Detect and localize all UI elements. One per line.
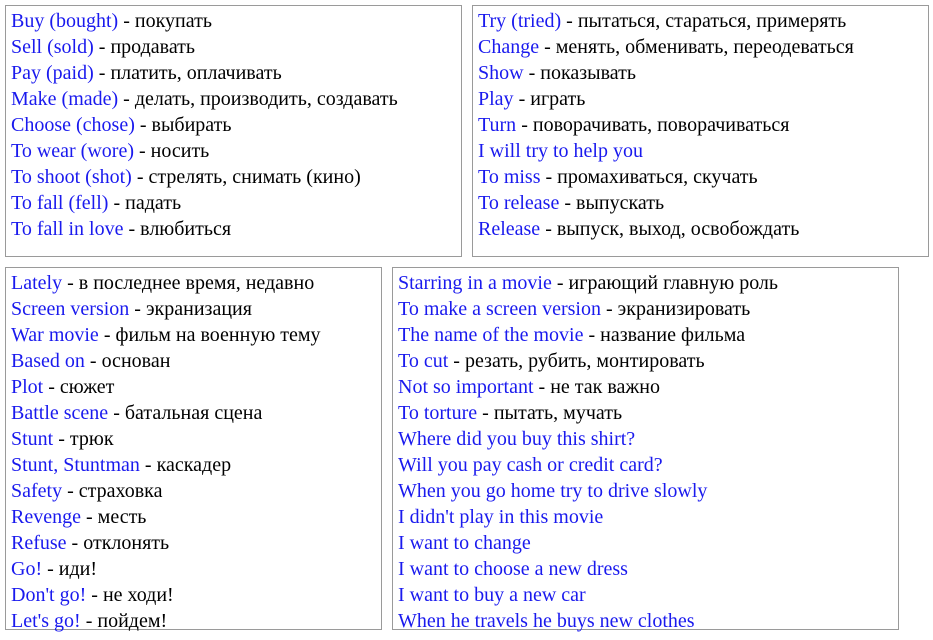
vocab-translation: пойдем! (97, 610, 168, 632)
vocab-translation: название фильма (600, 324, 746, 346)
vocab-term: Screen version (11, 298, 130, 320)
vocab-term: To torture (398, 402, 478, 424)
vocab-separator: - (123, 218, 141, 240)
vocab-entry (398, 504, 603, 530)
vocab-entry (398, 322, 745, 348)
vocab-term: To miss (478, 166, 541, 188)
vocab-term: Starring in a movie (398, 272, 552, 294)
vocab-term: To fall (fell) (11, 192, 109, 214)
vocab-translation: трюк (69, 428, 114, 450)
vocab-translation: сюжет (59, 376, 115, 398)
vocab-entry (11, 270, 314, 296)
vocab-translation: батальная сцена (124, 402, 263, 424)
vocab-translation: падать (125, 192, 182, 214)
vocab-translation: не так важно (550, 376, 660, 398)
vocab-entry (11, 608, 167, 634)
vocab-separator: - (513, 88, 531, 110)
vocab-term: Refuse (11, 532, 67, 554)
vocab-separator: - (133, 140, 151, 162)
vocab-translation: платить, оплачивать (110, 62, 282, 84)
vocab-term: When you go home try to drive slowly (398, 480, 708, 502)
vocab-term: The name of the movie (398, 324, 584, 346)
vocab-entry (11, 452, 231, 478)
vocab-term: Battle scene (11, 402, 109, 424)
vocab-term: War movie (11, 324, 99, 346)
vocab-translation: экранизировать (617, 298, 751, 320)
vocab-term: When he travels he buys new clothes (398, 610, 695, 632)
vocab-translation: выпускать (576, 192, 665, 214)
vocab-translation: страховка (78, 480, 163, 502)
vocab-entry (398, 400, 622, 426)
vocab-entry (398, 556, 628, 582)
vocab-translation: продавать (110, 36, 196, 58)
vocab-separator: - (93, 62, 111, 84)
vocab-translation: месть (97, 506, 147, 528)
vocab-separator: - (540, 218, 557, 240)
vocab-translation: выбирать (151, 114, 232, 136)
vocab-separator: - (540, 166, 558, 188)
vocab-entry (478, 190, 664, 216)
vocab-box-verbs-1 (5, 5, 462, 257)
vocab-term: To make a screen version (398, 298, 601, 320)
vocab-term: Lately (11, 272, 63, 294)
vocab-translation: иди! (58, 558, 98, 580)
vocab-box-verbs-2 (472, 5, 929, 257)
vocab-term: To fall in love (11, 218, 124, 240)
vocab-entry (478, 112, 789, 138)
vocab-term: Safety (11, 480, 63, 502)
vocab-separator: - (53, 428, 70, 450)
vocab-entry (11, 400, 262, 426)
vocab-entry (478, 8, 846, 34)
vocab-translation: стрелять, снимать (кино) (148, 166, 361, 188)
vocab-separator: - (583, 324, 601, 346)
vocab-entry (478, 138, 643, 164)
vocab-entry (11, 8, 212, 34)
vocab-separator: - (551, 272, 569, 294)
vocab-separator: - (84, 350, 102, 372)
vocab-entry (11, 190, 181, 216)
vocab-term: Turn (478, 114, 517, 136)
vocab-separator: - (66, 532, 84, 554)
vocab-term: I want to choose a new dress (398, 558, 628, 580)
vocab-separator: - (448, 350, 465, 372)
vocab-box-movies (5, 267, 382, 630)
vocab-translation: покупать (134, 10, 212, 32)
vocab-term: Don't go! (11, 584, 87, 606)
vocab-term: Go! (11, 558, 43, 580)
vocab-term: I want to buy a new car (398, 584, 586, 606)
vocab-entry (478, 216, 799, 242)
vocab-translation: играющий главную роль (568, 272, 779, 294)
vocab-separator: - (62, 480, 79, 502)
vocab-entry (398, 478, 707, 504)
vocab-term: Make (made) (11, 88, 119, 110)
vocab-entry (11, 322, 321, 348)
vocab-term: Choose (chose) (11, 114, 135, 136)
vocab-term: I will try to help you (478, 140, 643, 162)
vocab-translation: пытать, мучать (493, 402, 623, 424)
vocab-separator: - (108, 402, 125, 424)
vocab-entry (398, 608, 695, 634)
vocab-entry (11, 34, 195, 60)
vocab-entry (11, 60, 282, 86)
vocab-translation: фильм на военную тему (115, 324, 321, 346)
vocab-separator: - (559, 192, 576, 214)
vocab-separator: - (62, 272, 79, 294)
vocab-term: I want to change (398, 532, 531, 554)
vocab-separator: - (134, 114, 152, 136)
vocab-box-phrases (392, 267, 899, 630)
vocab-entry (398, 374, 660, 400)
vocab-term: Change (478, 36, 540, 58)
vocab-entry (398, 270, 778, 296)
vocab-translation: основан (101, 350, 171, 372)
vocab-separator: - (561, 10, 578, 32)
vocab-term: To cut (398, 350, 449, 372)
vocab-term: Where did you buy this shirt? (398, 428, 636, 450)
vocab-term: Show (478, 62, 524, 84)
vocab-translation: промахиваться, скучать (557, 166, 758, 188)
vocab-entry (398, 426, 635, 452)
vocab-separator: - (80, 610, 98, 632)
vocab-entry (398, 348, 705, 374)
vocab-entry (398, 582, 586, 608)
vocab-separator: - (516, 114, 533, 136)
vocab-entry (11, 582, 174, 608)
vocab-term: Sell (sold) (11, 36, 94, 58)
vocab-term: Plot (11, 376, 44, 398)
vocab-translation: влюбиться (140, 218, 232, 240)
vocab-entry (478, 60, 636, 86)
vocab-translation: пытаться, стараться, примерять (577, 10, 847, 32)
vocab-translation: носить (150, 140, 210, 162)
vocab-entry (11, 556, 97, 582)
vocab-separator: - (118, 88, 135, 110)
vocab-term: To shoot (shot) (11, 166, 132, 188)
vocab-term: Based on (11, 350, 85, 372)
vocab-translation: в последнее время, недавно (78, 272, 315, 294)
vocab-separator: - (98, 324, 116, 346)
vocab-term: Play (478, 88, 514, 110)
vocab-separator: - (80, 506, 98, 528)
vocab-term: Pay (paid) (11, 62, 94, 84)
vocab-term: Revenge (11, 506, 81, 528)
vocab-translation: каскадер (156, 454, 232, 476)
vocab-separator: - (533, 376, 551, 398)
vocab-term: To wear (wore) (11, 140, 134, 162)
vocab-entry (11, 138, 209, 164)
vocab-separator: - (139, 454, 157, 476)
vocab-separator: - (129, 298, 146, 320)
vocab-translation: играть (530, 88, 586, 110)
vocab-term: Let's go! (11, 610, 81, 632)
vocab-term: Not so important (398, 376, 534, 398)
vocab-translation: не ходи! (102, 584, 174, 606)
vocab-term: Will you pay cash or credit card? (398, 454, 663, 476)
vocab-translation: показывать (540, 62, 636, 84)
vocab-translation: отклонять (83, 532, 170, 554)
vocab-translation: резать, рубить, монтировать (464, 350, 705, 372)
vocab-entry (11, 112, 232, 138)
vocab-term: Release (478, 218, 541, 240)
vocab-translation: менять, обменивать, переодеваться (555, 36, 854, 58)
vocab-separator: - (539, 36, 556, 58)
vocab-term: Try (tried) (478, 10, 562, 32)
vocab-entry (398, 296, 750, 322)
vocab-entry (398, 452, 663, 478)
vocab-separator: - (118, 10, 135, 32)
vocab-entry (478, 164, 758, 190)
vocab-term: Stunt, Stuntman (11, 454, 140, 476)
vocab-translation: делать, производить, создавать (134, 88, 398, 110)
vocab-entry (398, 530, 531, 556)
vocab-entry (11, 216, 231, 242)
vocab-separator: - (108, 192, 126, 214)
vocab-entry (11, 374, 114, 400)
vocab-separator: - (93, 36, 111, 58)
vocab-entry (11, 504, 146, 530)
vocab-translation: поворачивать, поворачиваться (532, 114, 790, 136)
vocab-entry (478, 34, 854, 60)
vocab-term: Stunt (11, 428, 54, 450)
vocab-entry (11, 348, 170, 374)
vocab-entry (11, 164, 361, 190)
vocab-entry (11, 530, 169, 556)
vocab-entry (11, 478, 162, 504)
vocab-separator: - (43, 376, 60, 398)
vocab-separator: - (600, 298, 618, 320)
vocab-entry (11, 296, 252, 322)
vocab-term: Buy (bought) (11, 10, 119, 32)
vocab-separator: - (42, 558, 59, 580)
vocab-entry (11, 426, 114, 452)
vocab-term: To release (478, 192, 560, 214)
vocab-entry (478, 86, 585, 112)
vocab-separator: - (86, 584, 103, 606)
vocab-term: I didn't play in this movie (398, 506, 604, 528)
vocab-entry (11, 86, 398, 112)
vocab-translation: выпуск, выход, освобождать (556, 218, 800, 240)
vocab-separator: - (523, 62, 541, 84)
vocab-translation: экранизация (145, 298, 252, 320)
vocab-separator: - (477, 402, 494, 424)
vocab-separator: - (131, 166, 149, 188)
